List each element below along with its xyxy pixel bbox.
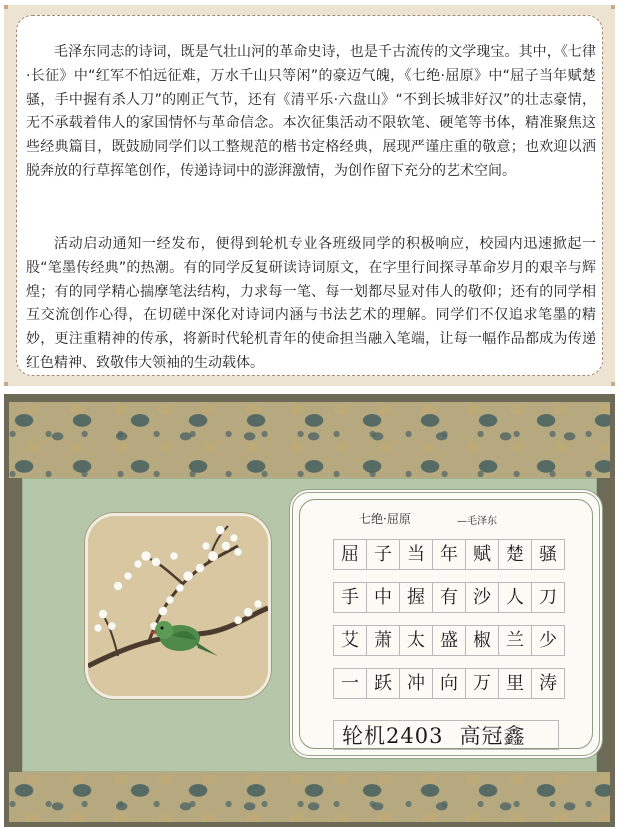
signature-box	[333, 720, 559, 750]
poem-char: 沙	[466, 583, 499, 612]
poem-char: 有	[433, 583, 466, 612]
poem-char: 兰	[499, 626, 532, 655]
poem-char: 手	[334, 583, 367, 612]
poem-char: 中	[367, 583, 400, 612]
poem-card	[289, 489, 603, 759]
poem-author: —毛泽东	[457, 516, 497, 527]
poem-char: 太	[400, 626, 433, 655]
poem-char: 少	[532, 626, 565, 655]
poem-char: 艾	[334, 626, 367, 655]
calligraphy-artwork-photo	[4, 394, 615, 827]
poem-char: 楚	[499, 540, 532, 569]
brocade-border-top	[9, 402, 610, 478]
poem-char: 赋	[466, 540, 499, 569]
poem-char: 冲	[400, 669, 433, 698]
poem-line-1	[333, 539, 565, 570]
poem-line-2	[333, 582, 565, 613]
poem-card-frame	[299, 499, 593, 749]
poem-char: 骚	[532, 540, 565, 569]
bird-on-blossom-branch-painting	[85, 513, 271, 699]
poem-char: 一	[334, 669, 367, 698]
signature-name: 高冠鑫	[459, 724, 526, 748]
poem-char: 人	[499, 583, 532, 612]
poem-char: 当	[400, 540, 433, 569]
poem-char: 椒	[466, 626, 499, 655]
corner-decoration	[4, 5, 8, 9]
poem-char: 握	[400, 583, 433, 612]
corner-decoration	[611, 5, 615, 9]
poem-char: 盛	[433, 626, 466, 655]
poem-title: 七绝·屈原	[359, 512, 411, 526]
blossom-branch-illustration	[88, 516, 268, 696]
brocade-border-bottom	[9, 772, 610, 822]
poem-char: 刀	[532, 583, 565, 612]
corner-decoration	[611, 382, 615, 386]
poem-char: 向	[433, 669, 466, 698]
poem-char: 跃	[367, 669, 400, 698]
poem-char: 年	[433, 540, 466, 569]
article-paragraph-1: 毛泽东同志的诗词，既是气壮山河的革命史诗，也是千古流传的文学瑰宝。其中，《七律·长征》中“红军不怕远征难，万水千山只等闲”的豪迈气魄，《七绝·屈原》中“屈子当年赋楚骚，手中握有杀人刀”的刚正气节，还有《清平乐·六盘山》“不到长城非好汉”的壮志豪情，无不承载着伟人的家国情怀与革命信念。本次征集活动不限软笔、硬笔等书体，精准聚焦这些经典篇目，既鼓励同学们以工整规范的楷书定格经典，展现严谨庄重的敬意；也欢迎以洒脱奔放的行草挥笔创作，传递诗词中的澎湃激情，为创作留下充分的艺术空间。	[26, 44, 596, 179]
poem-char: 涛	[532, 669, 565, 698]
signature-class: 轮机2403	[342, 724, 444, 748]
poem-char: 里	[499, 669, 532, 698]
poem-char: 屈	[334, 540, 367, 569]
poem-char: 子	[367, 540, 400, 569]
poem-char: 万	[466, 669, 499, 698]
poem-line-3	[333, 625, 565, 656]
article-paragraph-2: 活动启动通知一经发布，便得到轮机专业各班级同学的积极响应，校园内迅速掀起一股“笔墨传经典”的热潮。有的同学反复研读诗词原文，在字里行间探寻革命岁月的艰辛与辉煌；有的同学精心揣摩笔法结构，力求每一笔、每一划都尽显对伟人的敬仰；还有的同学相互交流创作心得，在切磋中深化对诗词内涵与书法艺术的理解。同学们不仅追求笔墨的精妙，更注重精神的传承，将新时代轮机青年的使命担当融入笔端，让每一幅作品都成为传递红色精神、致敬伟大领袖的生动载体。	[26, 236, 596, 371]
poem-line-4	[333, 668, 565, 699]
article-card	[4, 5, 615, 386]
corner-decoration	[4, 382, 8, 386]
artwork-mat	[22, 478, 597, 772]
poem-char: 萧	[367, 626, 400, 655]
